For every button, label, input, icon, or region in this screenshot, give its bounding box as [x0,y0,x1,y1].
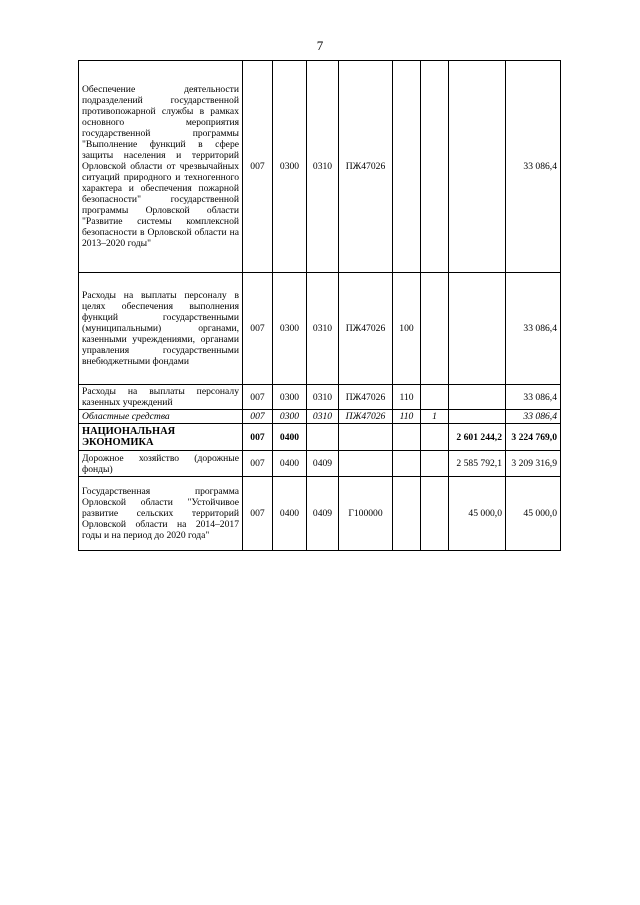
amount-year-1: 2 601 244,2 [449,424,506,451]
funding-source [421,424,449,451]
expense-type-code [393,424,421,451]
amount-year-2: 3 224 769,0 [506,424,561,451]
table-row [79,477,561,551]
target-article-code: ПЖ47026 [339,273,393,385]
subsection-code [307,424,339,451]
amount-year-1 [449,385,506,410]
amount-year-2: 3 209 316,9 [506,451,561,477]
expense-type-code [393,477,421,551]
amount-year-2: 33 086,4 [506,61,561,273]
funding-source [421,477,449,551]
table-row [79,410,561,424]
expense-type-code: 110 [393,410,421,424]
target-article-code [339,424,393,451]
row-name: Государственная программа Орловской области "Устойчивое развитие сельских территорий Орловской области на 2014–2017 годы и на период до 2020 года" [79,477,243,551]
amount-year-1: 2 585 792,1 [449,451,506,477]
row-name: Обеспечение деятельности подразделений государственной противопожарной службы в рамках основного мероприятия государственной программы "Выполнение функций в сфере защиты населения и территорий Орловской области от чрезвычайных ситуаций природного и техногенного характера и обеспечения пожарной безопасности" государственной программы Орловской области "Развитие системы комплексной безопасности в Орловской области на 2013–2020 годы" [79,61,243,273]
expense-type-code: 100 [393,273,421,385]
amount-year-2: 33 086,4 [506,273,561,385]
subsection-code: 0310 [307,385,339,410]
ved-code: 007 [243,424,273,451]
section-code: 0300 [273,61,307,273]
target-article-code: ПЖ47026 [339,385,393,410]
table-row [79,385,561,410]
subsection-code: 0409 [307,477,339,551]
table-row [79,451,561,477]
subsection-code: 0310 [307,273,339,385]
target-article-code: Г100000 [339,477,393,551]
page-number: 7 [316,38,324,53]
expense-type-code [393,61,421,273]
ved-code: 007 [243,451,273,477]
section-code: 0400 [273,451,307,477]
amount-year-1 [449,61,506,273]
row-name: Областные средства [79,410,243,424]
amount-year-1 [449,410,506,424]
subsection-code: 0310 [307,410,339,424]
target-article-code [339,451,393,477]
ved-code: 007 [243,385,273,410]
row-name: НАЦИОНАЛЬНАЯ ЭКОНОМИКА [79,424,243,451]
section-code: 0300 [273,410,307,424]
table-row [79,61,561,273]
section-code: 0300 [273,385,307,410]
target-article-code: ПЖ47026 [339,61,393,273]
ved-code: 007 [243,410,273,424]
row-name: Дорожное хозяйство (дорожные фонды) [79,451,243,477]
section-code: 0300 [273,273,307,385]
table-row [79,424,561,451]
amount-year-1 [449,273,506,385]
amount-year-2: 45 000,0 [506,477,561,551]
section-code: 0400 [273,477,307,551]
funding-source: 1 [421,410,449,424]
amount-year-2: 33 086,4 [506,385,561,410]
ved-code: 007 [243,61,273,273]
amount-year-1: 45 000,0 [449,477,506,551]
table-row [79,273,561,385]
section-code: 0400 [273,424,307,451]
budget-table [78,60,561,551]
funding-source [421,273,449,385]
ved-code: 007 [243,477,273,551]
subsection-code: 0310 [307,61,339,273]
row-name: Расходы на выплаты персоналу казенных учреждений [79,385,243,410]
funding-source [421,61,449,273]
expense-type-code [393,451,421,477]
amount-year-2: 33 086,4 [506,410,561,424]
expense-type-code: 110 [393,385,421,410]
target-article-code: ПЖ47026 [339,410,393,424]
funding-source [421,451,449,477]
ved-code: 007 [243,273,273,385]
row-name: Расходы на выплаты персоналу в целях обеспечения выполнения функций государственными (муниципальными) органами, казенными учреждениями, органами управления государственными внебюджетными фондами [79,273,243,385]
funding-source [421,385,449,410]
subsection-code: 0409 [307,451,339,477]
